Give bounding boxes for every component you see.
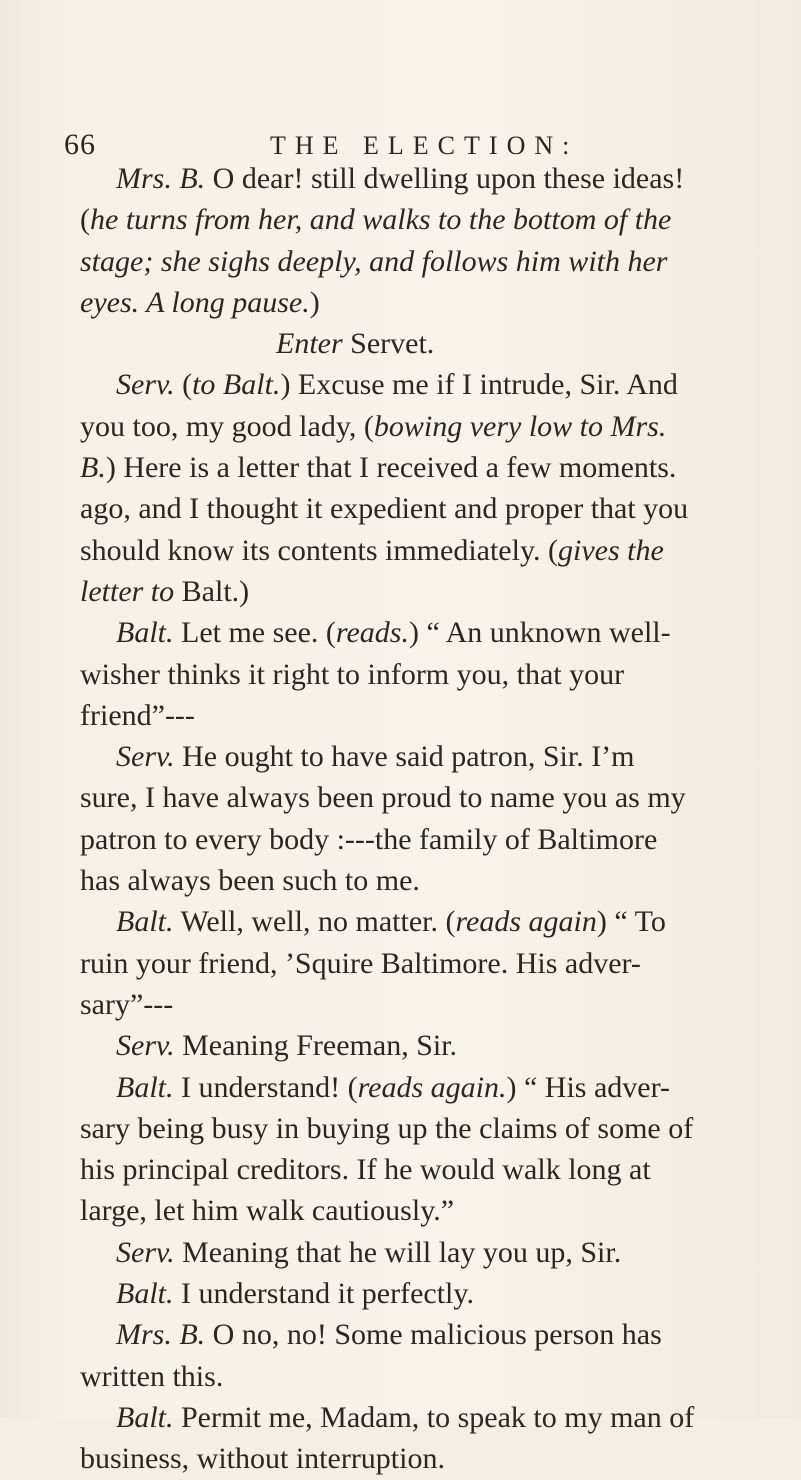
text-segment: ) Here is a letter that I received a few moments.: [105, 451, 677, 485]
text-segment: I understand! (: [173, 1070, 358, 1104]
text-line: [80, 158, 795, 199]
text-line: [80, 901, 795, 942]
text-line: [80, 1025, 795, 1066]
text-segment: his principal creditors. If he would walk long at: [80, 1153, 651, 1187]
text-line: [80, 488, 795, 529]
italic-text: eyes. A long pause.: [80, 285, 310, 319]
body-text: [80, 158, 795, 1480]
text-segment: friend”---: [80, 698, 195, 732]
text-segment: (: [80, 203, 90, 237]
text-line: [80, 1190, 795, 1231]
italic-text: Serv.: [116, 1235, 175, 1269]
text-segment: Meaning Freeman, Sir.: [174, 1029, 458, 1063]
italic-text: reads again: [455, 905, 597, 939]
italic-text: Balt.: [116, 616, 174, 650]
text-line: [80, 1314, 795, 1355]
text-line: [80, 612, 795, 653]
text-line: [80, 1273, 795, 1314]
text-segment: ) “ An unknown well-: [408, 616, 671, 650]
text-segment: patron to every body :---the family of Baltimore: [80, 822, 658, 856]
text-line: [80, 364, 795, 405]
italic-text: Serv.: [116, 368, 175, 402]
text-segment: Let me see. (: [173, 616, 336, 650]
text-line: [80, 943, 795, 984]
italic-text: Serv.: [116, 740, 175, 774]
text-line: [80, 323, 795, 364]
text-segment: wisher thinks it right to inform you, that your: [80, 657, 625, 691]
text-line: [80, 241, 795, 282]
text-line: [80, 406, 795, 447]
text-segment: ago, and I thought it expedient and proper that you: [80, 492, 689, 526]
italic-text: Balt.: [116, 905, 174, 939]
page-number: 66: [64, 128, 96, 161]
text-segment: you too, my good lady, (: [80, 409, 374, 443]
italic-text: Balt.: [116, 1070, 174, 1104]
text-line: [80, 984, 795, 1025]
italic-text: stage; she sighs deeply, and follows him with her: [80, 244, 668, 278]
text-line: [80, 1356, 795, 1397]
italic-text: Mrs. B.: [116, 1318, 206, 1352]
italic-text: Mrs. B.: [116, 162, 206, 195]
italic-text: letter to: [80, 574, 175, 608]
text-line: [80, 530, 795, 571]
italic-text: he turns from her, and walks to the bottom of the: [90, 203, 672, 237]
italic-text: reads again.: [357, 1070, 507, 1104]
text-segment: sary being busy in buying up the claims of some of: [80, 1111, 694, 1145]
text-segment: ) “ His adver-: [506, 1070, 670, 1104]
italic-text: Balt.: [116, 1277, 174, 1311]
text-segment: O dear! still dwelling upon these ideas!: [205, 162, 685, 195]
text-segment: ) Excuse me if I intrude, Sir. And: [280, 368, 678, 402]
text-segment: ruin your friend, ’Squire Baltimore. His adver-: [80, 946, 641, 980]
text-segment: (: [174, 368, 193, 402]
italic-text: reads.: [335, 616, 409, 650]
text-line: [80, 736, 795, 777]
text-line: [80, 1438, 795, 1479]
text-line: [80, 447, 795, 488]
text-segment: I understand it perfectly.: [173, 1277, 474, 1311]
text-line: [80, 1149, 795, 1190]
text-segment: written this.: [80, 1359, 224, 1393]
text-segment: sure, I have always been proud to name you as my: [80, 781, 686, 815]
running-head: THE ELECTION:: [270, 131, 579, 160]
italic-text: to Balt.: [192, 368, 281, 402]
italic-text: Serv.: [116, 1029, 175, 1063]
text-segment: O no, no! Some malicious person has: [205, 1318, 662, 1352]
italic-text: Balt.: [116, 1400, 174, 1434]
text-segment: Servet.: [342, 327, 435, 361]
text-segment: Balt.): [174, 574, 250, 608]
text-segment: has always been such to me.: [80, 864, 420, 898]
text-segment: should know its contents immediately. (: [80, 533, 558, 567]
text-segment: ) “ To: [596, 905, 666, 939]
text-segment: business, without interruption.: [80, 1442, 445, 1476]
italic-text: bowing very low to Mrs.: [373, 409, 667, 443]
text-segment: ): [309, 285, 320, 319]
text-segment: Permit me, Madam, to speak to my man of: [173, 1400, 695, 1434]
text-line: [80, 654, 795, 695]
text-line: [80, 695, 795, 736]
text-segment: Well, well, no matter. (: [173, 905, 456, 939]
text-segment: large, let him walk cautiously.”: [80, 1194, 455, 1228]
text-segment: He ought to have said patron, Sir. I’m: [174, 740, 635, 774]
text-segment: sary”---: [80, 987, 174, 1021]
text-line: [80, 571, 795, 612]
text-line: [80, 819, 795, 860]
text-segment: Meaning that he will lay you up, Sir.: [174, 1235, 622, 1269]
italic-text: gives the: [558, 533, 664, 567]
text-line: [80, 282, 795, 323]
text-line: [80, 777, 795, 818]
text-line: [80, 1108, 795, 1149]
text-line: [80, 860, 795, 901]
text-line: [80, 1232, 795, 1273]
italic-text: Enter: [276, 327, 343, 361]
text-line: [80, 199, 795, 240]
italic-text: B.: [80, 451, 106, 485]
text-line: [80, 1067, 795, 1108]
